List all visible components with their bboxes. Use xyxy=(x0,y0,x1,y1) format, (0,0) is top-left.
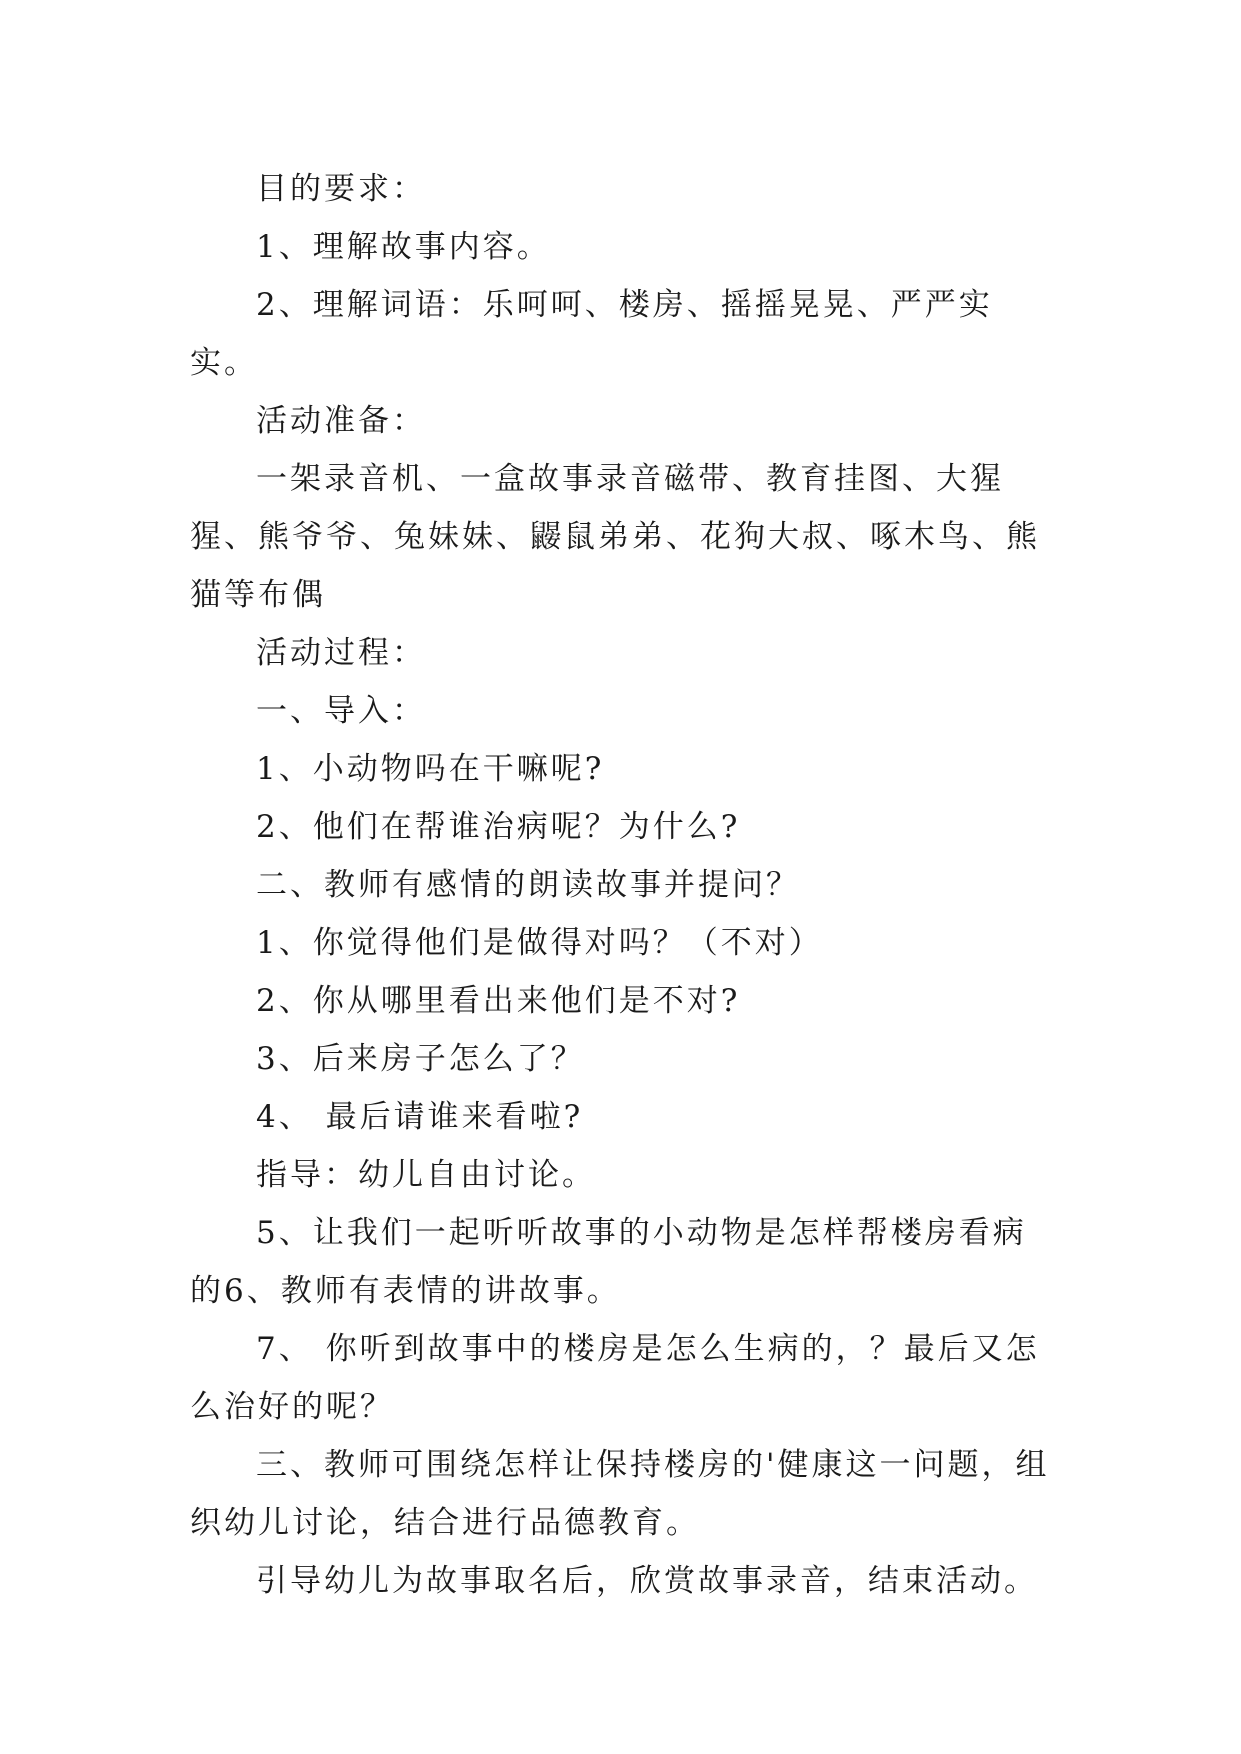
question-item: 3、后来房子怎么了？ xyxy=(256,1041,585,1077)
section-introduction: 一、导入： xyxy=(256,693,426,729)
objective-item-2: 2、理解词语：乐呵呵、楼房、摇摇晃晃、严严实实。 xyxy=(190,287,993,381)
step-item: 7、 你听到故事中的楼房是怎么生病的，？最后又怎么治好的呢？ xyxy=(190,1331,1040,1425)
heading-preparation: 活动准备： xyxy=(256,403,426,439)
question-item: 2、他们在帮谁治病呢？为什么? xyxy=(256,809,741,845)
section-discussion: 三、教师可围绕怎样让保持楼房的'健康这一问题，组织幼儿讨论，结合进行品德教育。 xyxy=(190,1447,1050,1541)
heading-process: 活动过程： xyxy=(256,635,426,671)
step-item: 5、让我们一起听听故事的小动物是怎样帮楼房看病的6、教师有表情的讲故事。 xyxy=(190,1215,1027,1309)
question-item: 1、你觉得他们是做得对吗？（不对） xyxy=(256,925,823,961)
heading-objectives: 目的要求： xyxy=(256,171,426,207)
question-item: 2、你从哪里看出来他们是不对? xyxy=(256,983,741,1019)
objective-item-1: 1、理解故事内容。 xyxy=(256,229,551,265)
document-body xyxy=(190,160,1060,1610)
guidance-note: 指导：幼儿自由讨论。 xyxy=(256,1157,596,1193)
question-item: 1、小动物吗在干嘛呢? xyxy=(256,751,605,787)
question-item: 4、 最后请谁来看啦? xyxy=(256,1099,584,1135)
section-reading: 二、教师有感情的朗读故事并提问？ xyxy=(256,867,800,903)
closing-paragraph: 引导幼儿为故事取名后，欣赏故事录音，结束活动。 xyxy=(256,1563,1038,1599)
preparation-materials: 一架录音机、一盒故事录音磁带、教育挂图、大猩猩、熊爷爷、兔妹妹、鼹鼠弟弟、花狗大叔、啄木鸟、熊猫等布偶 xyxy=(190,461,1040,613)
